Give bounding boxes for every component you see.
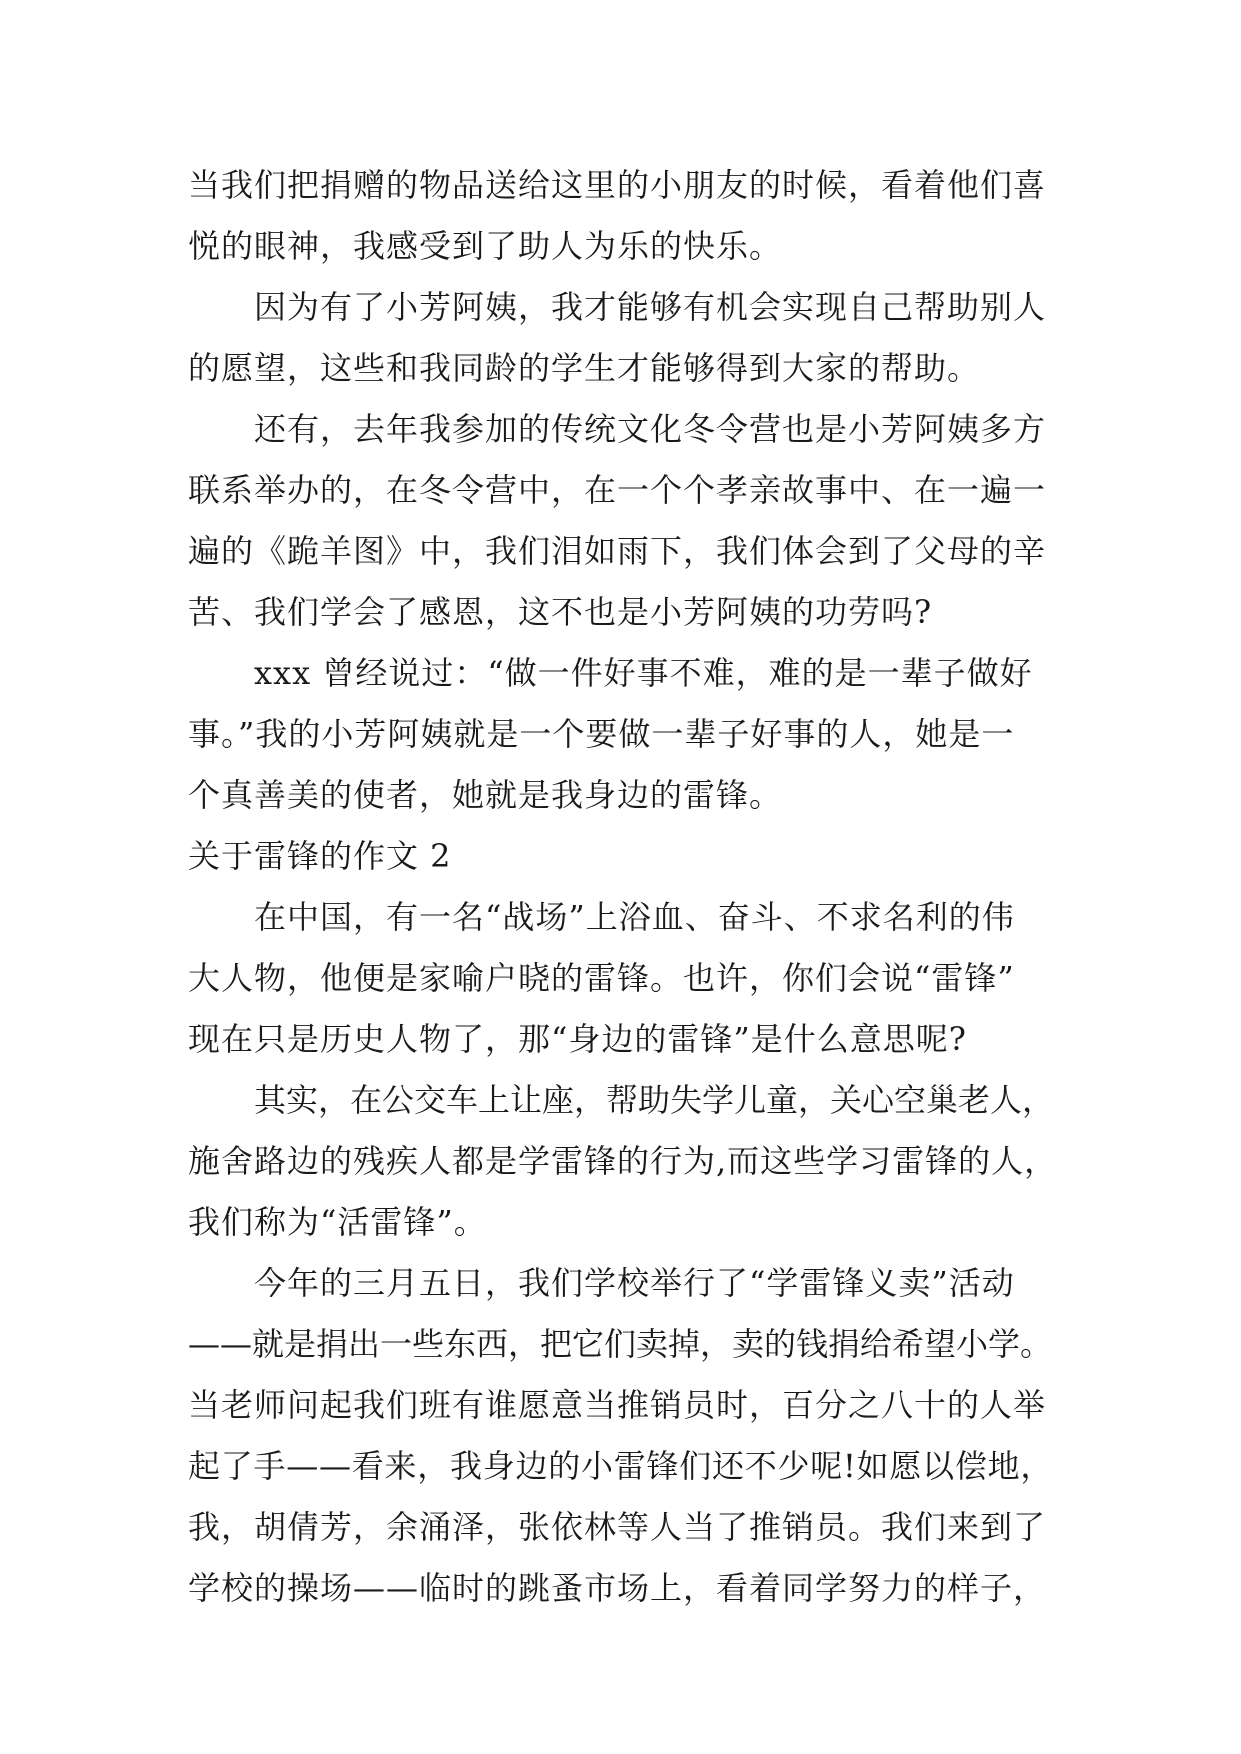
text-line: 当我们把捐赠的物品送给这里的小朋友的时候，看着他们喜 xyxy=(188,166,1047,204)
text-line: 学校的操场——临时的跳蚤市场上，看着同学努力的样子， xyxy=(188,1569,1047,1607)
text-line: 当老师问起我们班有谁愿意当推销员时，百分之八十的人举 xyxy=(188,1386,1047,1424)
text-line: xxx 曾经说过：“做一件好事不难，难的是一辈子做好 xyxy=(254,654,1033,692)
text-line: 起了手——看来，我身边的小雷锋们还不少呢!如愿以偿地， xyxy=(188,1447,1054,1485)
text-line: 的愿望，这些和我同龄的学生才能够得到大家的帮助。 xyxy=(188,349,981,387)
text-line: 大人物，他便是家喻户晓的雷锋。也许，你们会说“雷锋” xyxy=(188,959,1015,997)
text-line: 今年的三月五日，我们学校举行了“学雷锋义卖”活动 xyxy=(254,1264,1015,1302)
text-line: 我，胡倩芳，余涌泽，张依林等人当了推销员。我们来到了 xyxy=(188,1508,1047,1546)
text-line: 个真善美的使者，她就是我身边的雷锋。 xyxy=(188,776,783,814)
text-line: 因为有了小芳阿姨，我才能够有机会实现自己帮助别人 xyxy=(254,288,1047,326)
text-line: ——就是捐出一些东西，把它们卖掉，卖的钱捐给希望小学。 xyxy=(188,1325,1053,1363)
text-line: 事。”我的小芳阿姨就是一个要做一辈子好事的人，她是一 xyxy=(188,715,1015,753)
text-line: 还有，去年我参加的传统文化冬令营也是小芳阿姨多方 xyxy=(254,410,1047,448)
text-line: 联系举办的，在冬令营中，在一个个孝亲故事中、在一遍一 xyxy=(188,471,1047,509)
text-line: 遍的《跪羊图》中，我们泪如雨下，我们体会到了父母的辛 xyxy=(188,532,1047,570)
text-line: 现在只是历史人物了，那“身边的雷锋”是什么意思呢? xyxy=(188,1020,967,1058)
text-line: 苦、我们学会了感恩，这不也是小芳阿姨的功劳吗? xyxy=(188,593,933,631)
text-line: 我们称为“活雷锋”。 xyxy=(188,1203,487,1241)
text-line: 在中国，有一名“战场”上浴血、奋斗、不求名利的伟 xyxy=(254,898,1015,936)
text-line: 其实，在公交车上让座，帮助失学儿童，关心空巢老人， xyxy=(254,1081,1055,1119)
document-page xyxy=(188,155,1058,1619)
section-heading: 关于雷锋的作文 2 xyxy=(188,837,452,875)
text-line: 悦的眼神，我感受到了助人为乐的快乐。 xyxy=(188,227,783,265)
text-line: 施舍路边的残疾人都是学雷锋的行为,而这些学习雷锋的人， xyxy=(188,1142,1058,1180)
